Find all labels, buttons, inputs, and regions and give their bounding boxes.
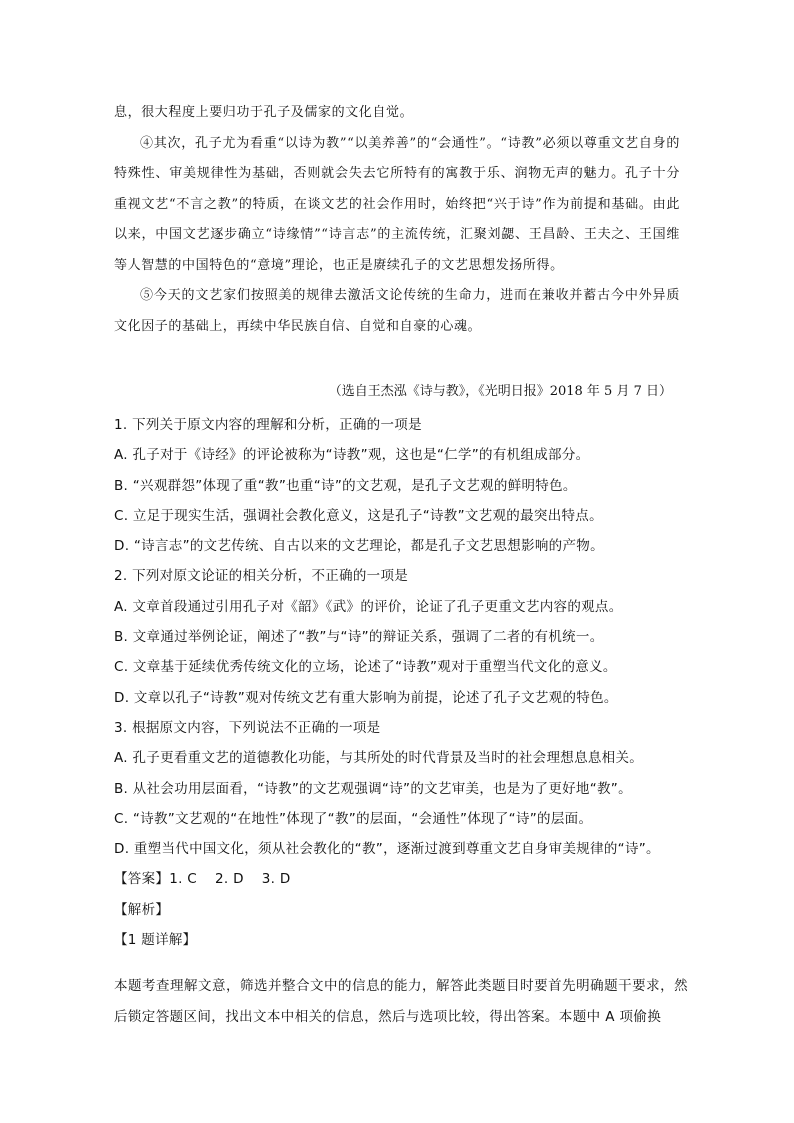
passage-paragraph-5: ⑤今天的文艺家们按照美的规律去激活文论传统的生命力，进而在兼收并蓄古今中外异质文化因子的基础上，再续中华民族自信、自觉和自豪的心魂。	[114, 288, 680, 334]
questions-block	[114, 410, 684, 955]
question-1-stem: 1. 下列关于原文内容的理解和分析，正确的一项是	[114, 417, 422, 433]
analysis-body	[114, 971, 688, 1032]
question-2-option-a: A. 文章首段通过引用孔子对《韶》《武》的评价，论证了孔子更重文艺内容的观点。	[114, 598, 623, 615]
answer-item-1: 1. C	[169, 871, 198, 888]
passage-paragraph-continued: 息，很大程度上要归功于孔子及儒家的文化自觉。	[114, 105, 414, 120]
question-3-option-d: D. 重塑当代中国文化，须从社会教化的“教”，逐渐过渡到尊重文艺自身审美规律的“诗”。	[114, 841, 660, 858]
answer-item-3: 3. D	[261, 871, 291, 888]
question-2-stem: 2. 下列对原文论证的相关分析，不正确的一项是	[114, 568, 409, 585]
analysis-sub-heading: 【1 题详解】	[114, 932, 197, 949]
question-1-option-c: C. 立足于现实生活，强调社会教化意义，这是孔子“诗教”文艺观的最突出特点。	[114, 507, 603, 524]
answer-item-2: 2. D	[215, 871, 244, 888]
analysis-text: 本题考查理解文意，筛选并整合文中的信息的能力，解答此类题目时要首先明确题干要求，然后锁定答题区间，找出文本中相关的信息，然后与选项比较，得出答案。本题中 A 项偷换	[114, 978, 688, 1025]
question-2-option-c: C. 文章基于延续优秀传统文化的立场，论述了“诗教”观对于重塑当代文化的意义。	[114, 659, 617, 676]
passage	[114, 98, 680, 342]
passage-paragraph-4: ④其次，孔子尤为看重“以诗为教”“以美养善”的“会通性”。“诗教”必须以尊重文艺自身的特殊性、审美规律性为基础，否则就会失去它所特有的寓教于乐、润物无声的魅力。孔子十分重视文艺“不言之教”的特质，在谈文艺的社会作用时，始终把“兴于诗”作为前提和基础。由此以来，中国文艺逐步确立“诗缘情”“诗言志”的主流传统，汇聚刘勰、王昌龄、王夫之、王国维等人智慧的中国特色的“意境”理论，也正是赓续孔子的文艺思想发扬所得。	[114, 135, 680, 273]
answer-label: 【答案】	[114, 871, 170, 888]
question-2-option-d: D. 文章以孔子“诗教”观对传统文艺有重大影响为前提，论述了孔子文艺观的特色。	[114, 689, 618, 706]
question-2-option-b: B. 文章通过举例论证，阐述了“教”与“诗”的辩证关系，强调了二者的有机统一。	[114, 629, 604, 646]
question-3-option-c: C. “诗教”文艺观的“在地性”体现了“教”的层面，“会通性”体现了“诗”的层面。	[114, 810, 593, 827]
question-1-option-a: A. 孔子对于《诗经》的评论被称为“诗教”观，这也是“仁学”的有机组成部分。	[114, 447, 590, 464]
answer-line	[114, 864, 684, 894]
analysis-heading: 【解析】	[114, 901, 170, 918]
question-1-option-d: D. “诗言志”的文艺传统、自古以来的文艺理论，都是孔子文艺思想影响的产物。	[114, 538, 604, 555]
question-3-stem: 3. 根据原文内容，下列说法不正确的一项是	[114, 719, 381, 736]
passage-source: （选自王杰泓《诗与教》，《光明日报》2018 年 5 月 7 日）	[328, 384, 672, 399]
question-3-option-b: B. 从社会功用层面看，“诗教”的文艺观强调“诗”的文艺审美，也是为了更好地“教”。	[114, 780, 632, 797]
question-3-option-a: A. 孔子更看重文艺的道德教化功能，与其所处的时代背景及当时的社会理想息息相关。	[114, 750, 644, 767]
question-1-option-b: B. “兴观群怨”体现了重“教”也重“诗”的文艺观，是孔子文艺观的鲜明特色。	[114, 477, 577, 494]
